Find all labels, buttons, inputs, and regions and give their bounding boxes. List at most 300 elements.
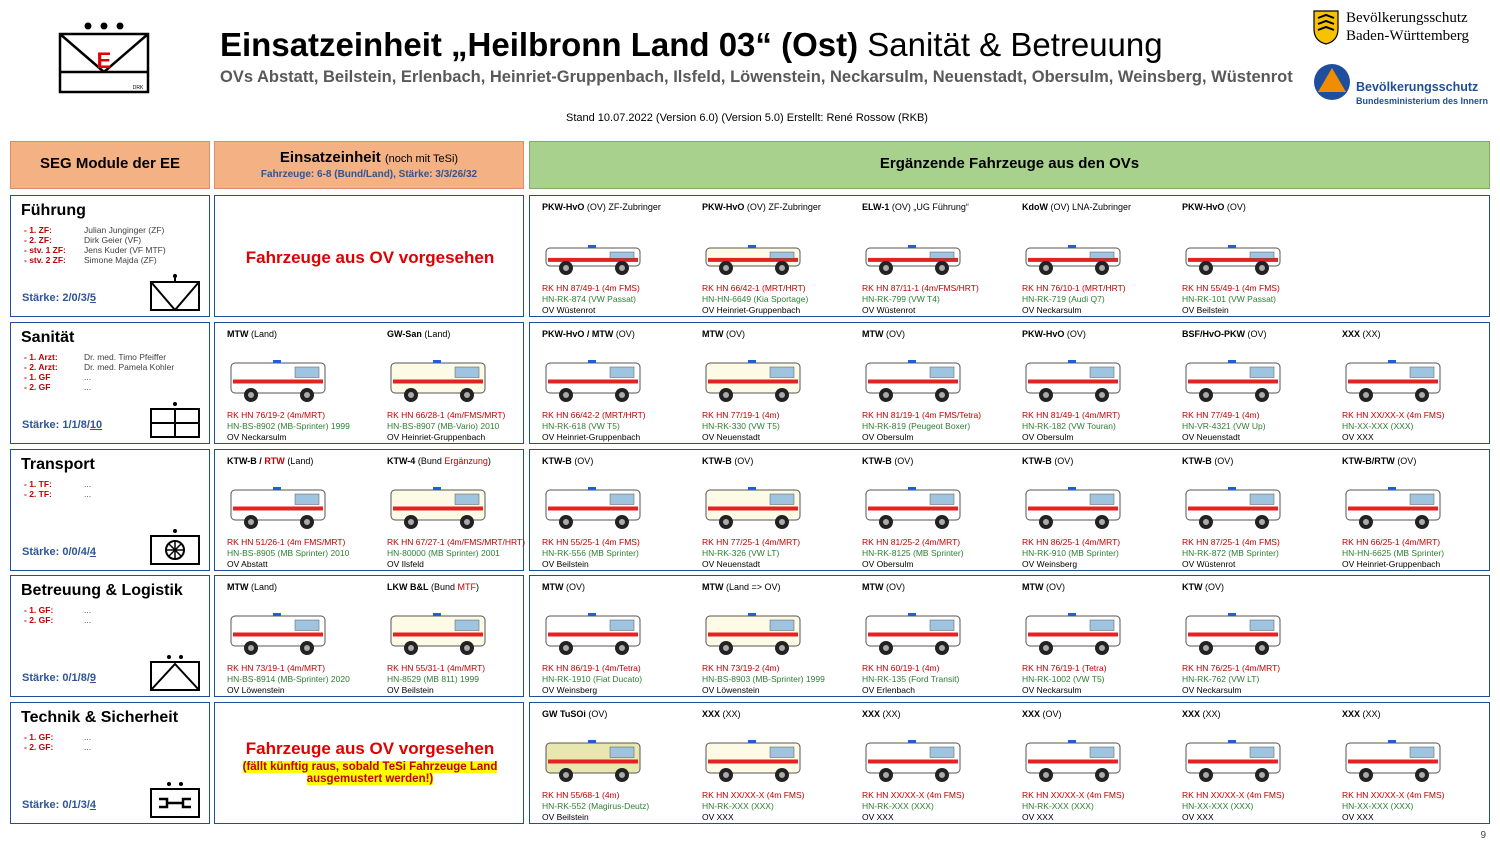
vehicle-ov: OV Neckarsulm [1022,305,1082,315]
ov-vehicle-card [690,703,848,823]
vehicle-type: MTW [862,329,884,339]
vehicle-ov: OV Beilstein [542,812,589,822]
ov-box [529,575,1490,697]
vehicle-type-alt: RTW [264,456,285,466]
vehicle-image [860,222,970,280]
role-entry: - 2. GF ... [24,382,92,392]
ee-placeholder-text: Fahrzeuge aus OV vorgesehen [245,739,495,758]
vehicle-plate: HN-RK-1910 (Fiat Ducato) [542,674,643,684]
vehicle-plate: HN-BS-8914 (MB-Sprinter) 2020 [227,674,350,684]
vehicle-type: GW-San [387,329,422,339]
vehicle-image [1020,476,1130,534]
vehicle-spec: (OV) [883,329,905,339]
vehicle-plate: HN-BS-8905 (MB Sprinter) 2010 [227,548,350,558]
ov-vehicle-card [1330,323,1488,443]
role-entry: - 1. GF: ... [24,605,92,615]
ov-vehicle-card [1010,196,1168,316]
module-strength: Stärke: 0/1/8/9 [22,672,96,684]
vehicle-ov: OV Ilsfeld [387,559,424,569]
vehicle-spec-highlight: Ergänzung [444,456,488,466]
vehicle-type: PKW-HvO [1182,202,1225,212]
vehicle-radio-callsign: RK HN 76/19-1 (Tetra) [1022,663,1107,673]
ov-vehicle-card [850,703,1008,823]
vehicle-type: XXX [1342,709,1361,719]
vehicle-plate: HN-BS-8907 (MB-Vario) 2010 [387,421,500,431]
vehicle-ov: OV Heinriet-Gruppenbach [387,432,486,442]
vehicle-spec: (OV) [1394,456,1417,466]
module-strength: Stärke: 1/1/8/10 [22,419,103,431]
vehicle-radio-callsign: RK HN 81/25-2 (4m/MRT) [862,537,961,547]
vehicle-radio-callsign: RK HN XX/XX-X (4m FMS) [862,790,965,800]
vehicle-type: ELW-1 [862,202,890,212]
role-entry: - stv. 1 ZF: Jens Kuder (VF MTF) [24,245,166,255]
ov-vehicle-card [1170,703,1328,823]
vehicle-ov: OV Neuenstadt [702,559,761,569]
vehicle-plate: HN-RK-330 (VW T5) [702,421,780,431]
vehicle-ov: OV XXX [1182,812,1214,822]
vehicle-spec: (OV) [1224,202,1246,212]
vehicle-spec: (OV) [723,329,745,339]
ee-vehicle-card [375,450,533,570]
vehicle-image [1180,729,1290,787]
vehicle-radio-callsign: RK HN 86/25-1 (4m/MRT) [1022,537,1121,547]
vehicle-spec: (Land) [284,456,314,466]
vehicle-type: MTW [702,582,724,592]
bbk-logo-icon [1312,62,1352,102]
vehicle-plate: HN-RK-XXX (XXX) [862,801,934,811]
vehicle-spec: (XX) [1200,709,1221,719]
vehicle-spec: (Bund [415,456,445,466]
vehicle-ov: OV Beilstein [1182,305,1229,315]
vehicle-radio-callsign: RK HN 66/28-1 (4m/FMS/MRT) [387,410,506,420]
vehicle-type: MTW [227,329,249,339]
role-entry: - 1. GF ... [24,372,92,382]
vehicle-ov: OV Weinsberg [1022,559,1078,569]
role-entry: - 2. Arzt: Dr. med. Pamela Kohler [24,362,175,372]
role-entry: - 2. ZF: Dirk Geier (VF) [24,235,142,245]
vehicle-spec: (OV) „UG Führung“ [889,202,969,212]
vehicle-type: GW TuSOi [542,709,586,719]
vehicle-image [1020,602,1130,660]
vehicle-plate: HN-80000 (MB Sprinter) 2001 [387,548,500,558]
vehicle-plate: HN-RK-XXX (XXX) [702,801,774,811]
vehicle-ov: OV Löwenstein [702,685,760,695]
vehicle-type: MTW [862,582,884,592]
module-title: Technik & Sicherheit [21,709,179,726]
ov-vehicle-card [850,323,1008,443]
vehicle-image [225,349,335,407]
vehicle-ov: OV Neckarsulm [227,432,287,442]
vehicle-plate: HN-VR-4321 (VW Up) [1182,421,1266,431]
ov-vehicle-card [530,323,688,443]
vehicle-type: XXX [1182,709,1201,719]
vehicle-spec: (XX) [880,709,901,719]
vehicle-spec: (XX) [1360,709,1381,719]
vehicle-type: KTW-B [542,456,572,466]
vehicle-spec: (Land) [421,329,451,339]
vehicle-radio-callsign: RK HN 87/49-1 (4m FMS) [542,283,640,293]
module-strength: Stärke: 2/0/3/5 [22,292,96,304]
vehicle-ov: OV Heinriet-Gruppenbach [542,432,641,442]
vehicle-image [860,349,970,407]
vehicle-spec: (OV) [891,456,914,466]
vehicle-radio-callsign: RK HN 51/26-1 (4m FMS/MRT) [227,537,346,547]
ov-vehicle-card [1010,703,1168,823]
vehicle-plate: HN-RK-XXX (XXX) [1022,801,1094,811]
vehicle-type: LKW B&L [387,582,429,592]
vehicle-image [1180,349,1290,407]
module-box [10,575,210,697]
vehicle-radio-callsign: RK HN 87/25-1 (4m FMS) [1182,537,1280,547]
vehicle-type: MTW [1022,582,1044,592]
vehicle-plate: HN-RK-910 (MB Sprinter) [1022,548,1119,558]
ov-vehicle-card [1170,323,1328,443]
vehicle-image [1340,349,1450,407]
role-entry: - 1. ZF: Julian Junginger (ZF) [24,225,165,235]
header-einsatzeinheit: Einsatzeinheit (noch mit TeSi) Fahrzeuge: 6-8 (Bund/Land), Stärke: 3/3/26/32 [214,141,524,189]
vehicle-spec: (OV) LNA-Zubringer [1048,202,1132,212]
vehicle-image [540,602,650,660]
vehicle-image [700,476,810,534]
ov-vehicle-card [850,196,1008,316]
vehicle-radio-callsign: RK HN 77/19-1 (4m) [702,410,780,420]
vehicle-spec: (OV) [731,456,754,466]
vehicle-image [700,729,810,787]
vehicle-radio-callsign: RK HN 60/19-1 (4m) [862,663,940,673]
ee-vehicle-card [215,576,373,696]
ov-box [529,702,1490,824]
vehicle-type: XXX [1342,329,1361,339]
vehicle-ov: OV Beilstein [542,559,589,569]
vehicle-spec: (Land => OV) [723,582,781,592]
page-title: Einsatzeinheit „Heilbronn Land 03“ (Ost) Sanität & Betreuung [220,26,1163,63]
ov-box [529,195,1490,317]
vehicle-radio-callsign: RK HN 87/11-1 (4m/FMS/HRT) [862,283,979,293]
page-number: 9 [1480,830,1486,841]
ov-vehicle-card [1170,450,1328,570]
module-title: Führung [21,202,86,219]
vehicle-radio-callsign: RK HN XX/XX-X (4m FMS) [1022,790,1125,800]
vehicle-radio-callsign: RK HN 86/19-1 (4m/Tetra) [542,663,641,673]
module-box [10,195,210,317]
vehicle-ov: OV XXX [862,812,894,822]
vehicle-spec: (OV) [1040,709,1062,719]
vehicle-ov: OV XXX [1022,812,1054,822]
ee-vehicle-card [375,323,533,443]
vehicle-radio-callsign: RK HN 77/49-1 (4m) [1182,410,1260,420]
vehicle-type: XXX [1022,709,1041,719]
vehicle-image [1180,602,1290,660]
vehicle-type: BSF/HvO-PKW [1182,329,1245,339]
vehicle-radio-callsign: RK HN 76/19-2 (4m/MRT) [227,410,326,420]
vehicle-spec: (OV) [585,709,608,719]
vehicle-radio-callsign: RK HN 55/68-1 (4m) [542,790,620,800]
vehicle-ov: OV Abstatt [227,559,268,569]
tactical-symbol-icon [149,401,201,439]
vehicle-radio-callsign: RK HN 76/10-1 (MRT/HRT) [1022,283,1126,293]
vehicle-spec: (OV) ZF-Zubringer [744,202,821,212]
vehicle-radio-callsign: RK HN 81/49-1 (4m/MRT) [1022,410,1121,420]
vehicle-radio-callsign: RK HN 73/19-2 (4m) [702,663,780,673]
vehicle-image [540,476,650,534]
vehicle-radio-callsign: RK HN 73/19-1 (4m/MRT) [227,663,326,673]
role-entry: - 2. TF: ... [24,489,92,499]
vehicle-spec: (Bund [428,582,458,592]
vehicle-radio-callsign: RK HN 66/25-1 (4m/MRT) [1342,537,1441,547]
vehicle-radio-callsign: RK HN XX/XX-X (4m FMS) [1342,790,1445,800]
bw-brand-text: Bevölkerungsschutz Baden-Württemberg [1346,10,1470,44]
vehicle-ov: OV XXX [702,812,734,822]
ov-vehicle-card [530,576,688,696]
vehicle-plate: HN-RK-135 (Ford Transit) [862,674,960,684]
ee-box [214,702,524,824]
ee-vehicle-card [215,450,373,570]
vehicle-ov: OV Wüstenrot [862,305,916,315]
vehicle-radio-callsign: RK HN XX/XX-X (4m FMS) [1342,410,1445,420]
vehicle-ov: OV Löwenstein [227,685,285,695]
ov-vehicle-card [530,450,688,570]
ov-vehicle-card [1170,576,1328,696]
vehicle-plate: HN-RK-799 (VW T4) [862,294,940,304]
page-subtitle: OVs Abstatt, Beilstein, Erlenbach, Heinriet-Gruppenbach, Ilsfeld, Löwenstein, Neckarsulm, Neuenstadt, Obersulm, Weinsberg, Wüstenrot [220,68,1293,86]
vehicle-radio-callsign: RK HN XX/XX-X (4m FMS) [1182,790,1285,800]
vehicle-image [385,476,495,534]
tactical-symbol-icon [149,781,201,819]
vehicle-image [540,222,650,280]
module-box [10,322,210,444]
vehicle-spec-end: ) [476,582,480,592]
vehicle-radio-callsign: RK HN 66/42-1 (MRT/HRT) [702,283,806,293]
vehicle-plate: HN-RK-101 (VW Passat) [1182,294,1276,304]
module-title: Betreuung & Logistik [21,582,183,599]
vehicle-plate: HN-HN-6625 (MB Sprinter) [1342,548,1445,558]
version-info: Stand 10.07.2022 (Version 6.0) (Version 5.0) Erstellt: René Rossow (RKB) [566,112,928,124]
ov-box [529,449,1490,571]
vehicle-plate: HN-RK-762 (VW LT) [1182,674,1260,684]
vehicle-radio-callsign: RK HN 55/49-1 (4m FMS) [1182,283,1280,293]
vehicle-type: PKW-HvO [702,202,745,212]
vehicle-spec: (OV) [1064,329,1086,339]
ov-vehicle-card [1330,450,1488,570]
vehicle-ov: OV XXX [1342,812,1374,822]
vehicle-spec-end: ) [487,456,491,466]
vehicle-image [1340,729,1450,787]
vehicle-radio-callsign: RK HN 76/25-1 (4m/MRT) [1182,663,1281,673]
vehicle-ov: OV Beilstein [387,685,434,695]
ov-vehicle-card [690,450,848,570]
vehicle-ov: OV Neuenstadt [702,432,761,442]
vehicle-ov: OV Neckarsulm [1022,685,1082,695]
ee-box [214,575,524,697]
vehicle-type: KTW-B [862,456,892,466]
vehicle-plate: HN-RK-719 (Audi Q7) [1022,294,1105,304]
ov-box [529,322,1490,444]
vehicle-type: XXX [862,709,881,719]
vehicle-spec: (OV) [1245,329,1267,339]
vehicle-image [860,729,970,787]
vehicle-type: XXX [702,709,721,719]
vehicle-type: KdoW [1022,202,1048,212]
vehicle-image [1020,349,1130,407]
vehicle-image [225,476,335,534]
vehicle-radio-callsign: RK HN XX/XX-X (4m FMS) [702,790,805,800]
vehicle-plate: HN-RK-8125 (MB Sprinter) [862,548,964,558]
vehicle-radio-callsign: RK HN 55/31-1 (4m/MRT) [387,663,486,673]
vehicle-ov: OV XXX [1342,432,1374,442]
ov-vehicle-card [690,323,848,443]
module-strength: Stärke: 0/1/3/4 [22,799,96,811]
vehicle-radio-callsign: RK HN 67/27-1 (4m/FMS/MRT/HRT) [387,537,526,547]
ov-vehicle-card [1170,196,1328,316]
vehicle-image [540,349,650,407]
header-seg-modules: SEG Module der EE [10,141,210,189]
role-entry: - 1. TF: ... [24,479,92,489]
vehicle-plate: HN-RK-326 (VW LT) [702,548,780,558]
vehicle-image [225,602,335,660]
vehicle-plate: HN-RK-1002 (VW T5) [1022,674,1105,684]
vehicle-spec: (OV) [1051,456,1074,466]
ee-box [214,449,524,571]
ov-vehicle-card [850,576,1008,696]
vehicle-type: MTW [227,582,249,592]
vehicle-ov: OV Weinsberg [542,685,598,695]
module-strength: Stärke: 0/0/4/4 [22,546,96,558]
ov-vehicle-card [530,196,688,316]
vehicle-ov: OV Heinriet-Gruppenbach [1342,559,1441,569]
vehicle-type: KTW-B / [227,456,265,466]
vehicle-image [700,602,810,660]
bbk-brand-text: Bevölkerungsschutz Bundesministerium des Innern [1356,80,1489,106]
vehicle-spec: (Land) [248,582,278,592]
vehicle-plate: HN-RK-182 (VW Touran) [1022,421,1116,431]
vehicle-type: KTW-4 [387,456,416,466]
vehicle-image [860,476,970,534]
vehicle-ov: OV Obersulm [862,432,914,442]
vehicle-image [1020,729,1130,787]
ov-vehicle-card [1010,576,1168,696]
vehicle-image [385,349,495,407]
vehicle-plate: HN-RK-819 (Peugeot Boxer) [862,421,971,431]
vehicle-plate: HN-XX-XXX (XXX) [1182,801,1254,811]
vehicle-radio-callsign: RK HN 66/42-2 (MRT/HRT) [542,410,646,420]
vehicle-spec: (OV) [883,582,905,592]
vehicle-spec-highlight: MTF [457,582,477,592]
vehicle-plate: HN-XX-XXX (XXX) [1342,421,1414,431]
module-box [10,702,210,824]
ee-box [214,195,524,317]
vehicle-plate: HN-XX-XXX (XXX) [1342,801,1414,811]
vehicle-plate: HN-8529 (MB 811) 1999 [387,674,479,684]
role-entry: - 1. GF: ... [24,732,92,742]
vehicle-spec: (OV) ZF-Zubringer [584,202,661,212]
ov-vehicle-card [1010,323,1168,443]
vehicle-spec: (OV) [563,582,585,592]
tactical-symbol-icon [149,274,201,312]
module-title: Sanität [21,329,75,346]
vehicle-radio-callsign: RK HN 55/25-1 (4m FMS) [542,537,640,547]
drk-einsatzeinheit-logo [58,22,150,94]
vehicle-plate: HN-RK-874 (VW Passat) [542,294,636,304]
vehicle-ov: OV Neckarsulm [1182,685,1242,695]
vehicle-image [700,349,810,407]
vehicle-spec: (XX) [720,709,741,719]
tactical-symbol-icon [149,654,201,692]
vehicle-spec: (Land) [248,329,278,339]
bw-coat-of-arms-icon [1312,9,1340,45]
ee-box [214,322,524,444]
vehicle-type: MTW [542,582,564,592]
vehicle-plate: HN-BS-8903 (MB-Sprinter) 1999 [702,674,825,684]
ee-placeholder-text: Fahrzeuge aus OV vorgesehen [245,248,495,267]
vehicle-ov: OV Neuenstadt [1182,432,1241,442]
ov-vehicle-card [690,576,848,696]
vehicle-ov: OV Obersulm [862,559,914,569]
vehicle-type: PKW-HvO / MTW [542,329,614,339]
vehicle-type: KTW-B/RTW [1342,456,1395,466]
ov-vehicle-card [530,703,688,823]
vehicle-spec: (OV) [1043,582,1065,592]
svg-text:DRK: DRK [132,85,144,91]
vehicle-image [1020,222,1130,280]
ov-vehicle-card [850,450,1008,570]
ee-vehicle-card [375,576,533,696]
vehicle-spec: (OV) [613,329,635,339]
vehicle-plate: HN-RK-552 (Magirus-Deutz) [542,801,650,811]
tactical-symbol-icon [149,528,201,566]
vehicle-ov: OV Wüstenrot [542,305,596,315]
role-entry: - stv. 2 ZF: Simone Majda (ZF) [24,255,157,265]
vehicle-spec: (OV) [1202,582,1224,592]
header-ov-vehicles: Ergänzende Fahrzeuge aus den OVs [529,141,1490,189]
vehicle-type: MTW [702,329,724,339]
ov-vehicle-card [1330,703,1488,823]
vehicle-image [385,602,495,660]
vehicle-type: KTW-B [1022,456,1052,466]
vehicle-plate: HN-RK-872 (MB Sprinter) [1182,548,1279,558]
ee-note: (fällt künftig raus, sobald TeSi Fahrzeuge Land ausgemustert werden!) [242,761,498,785]
module-box [10,449,210,571]
vehicle-image [540,729,650,787]
vehicle-image [860,602,970,660]
vehicle-ov: OV Erlenbach [862,685,915,695]
ov-vehicle-card [1010,450,1168,570]
vehicle-plate: HN-HN-6649 (Kia Sportage) [702,294,809,304]
vehicle-type: PKW-HvO [542,202,585,212]
role-entry: - 2. GF: ... [24,742,92,752]
vehicle-spec: (OV) [1211,456,1234,466]
ee-vehicle-card [215,323,373,443]
vehicle-spec: (OV) [571,456,594,466]
svg-text:E: E [96,48,112,73]
vehicle-radio-callsign: RK HN 77/25-1 (4m/MRT) [702,537,801,547]
vehicle-plate: HN-RK-618 (VW T5) [542,421,620,431]
vehicle-type: KTW-B [702,456,732,466]
module-title: Transport [21,456,95,473]
vehicle-radio-callsign: RK HN 81/19-1 (4m FMS/Tetra) [862,410,982,420]
vehicle-spec: (XX) [1360,329,1381,339]
vehicle-image [700,222,810,280]
ov-vehicle-card [690,196,848,316]
vehicle-plate: HN-BS-8902 (MB-Sprinter) 1999 [227,421,350,431]
vehicle-plate: HN-RK-556 (MB Sprinter) [542,548,639,558]
vehicle-image [1340,476,1450,534]
vehicle-type: KTW-B [1182,456,1212,466]
role-entry: - 1. Arzt: Dr. med. Timo Pfeiffer [24,352,167,362]
vehicle-type: KTW [1182,582,1203,592]
vehicle-ov: OV Wüstenrot [1182,559,1236,569]
vehicle-type: PKW-HvO [1022,329,1065,339]
vehicle-ov: OV Heinriet-Gruppenbach [702,305,801,315]
